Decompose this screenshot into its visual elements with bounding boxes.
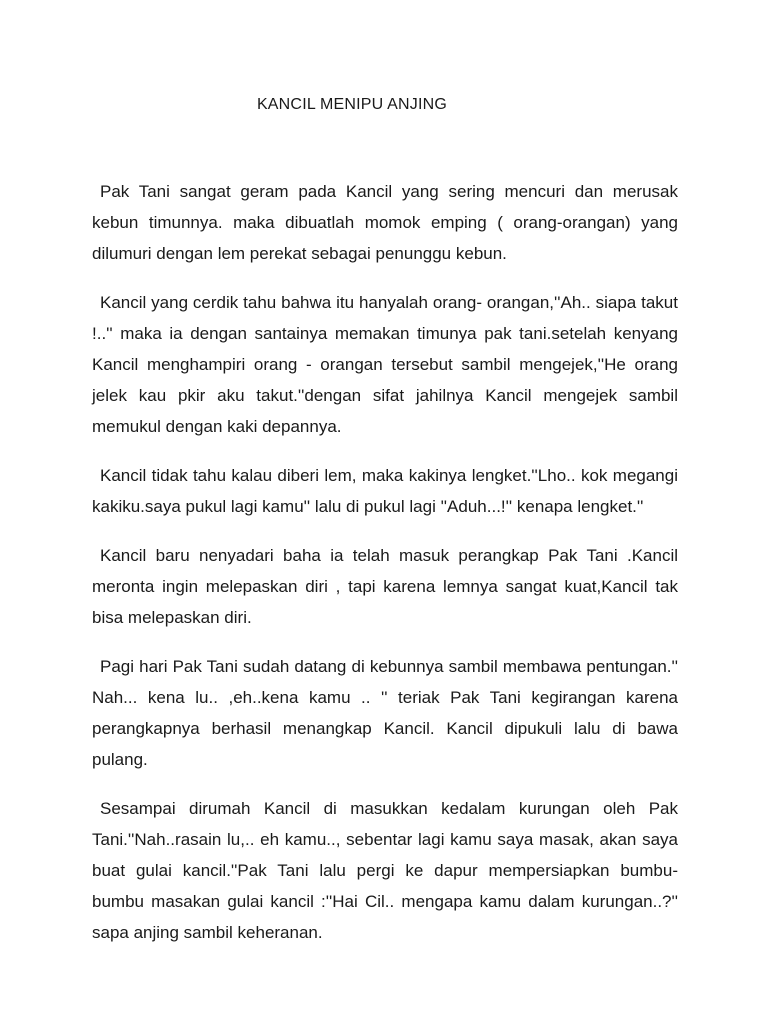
paragraph-5: Pagi hari Pak Tani sudah datang di kebunnya sambil membawa pentungan.'' Nah... kena lu.. ,eh..kena kamu .. '' teriak Pak Tani kegirangan karena perangkapnya berhasil menangkap Kancil. Kancil dipukuli lalu di bawa pulang.	[92, 657, 678, 769]
paragraph-1: Pak Tani sangat geram pada Kancil yang sering mencuri dan merusak kebun timunnya. maka dibuatlah momok emping ( orang-orangan) yang dilumuri dengan lem perekat sebagai penunggu kebun.	[92, 182, 678, 263]
paragraph-2: Kancil yang cerdik tahu bahwa itu hanyalah orang- orangan,''Ah.. siapa takut !..'' maka ia dengan santainya memakan timunya pak tani.setelah kenyang Kancil menghampiri orang - orangan tersebut sambil mengejek,''He orang jelek kau pkir aku takut.''dengan sifat jahilnya Kancil mengejek sambil memukul dengan kaki depannya.	[92, 293, 678, 436]
paragraph-6: Sesampai dirumah Kancil di masukkan kedalam kurungan oleh Pak Tani.''Nah..rasain lu,.. eh kamu.., sebentar lagi kamu saya masak, akan saya buat gulai kancil.''Pak Tani lalu pergi ke dapur mempersiapkan bumbu- bumbu masakan gulai kancil :''Hai Cil.. mengapa kamu dalam kurungan..?'' sapa anjing sambil keheranan.	[92, 799, 678, 942]
paragraph-3: Kancil tidak tahu kalau diberi lem, maka kakinya lengket.''Lho.. kok megangi kakiku.saya pukul lagi kamu'' lalu di pukul lagi ''Aduh...!'' kenapa lengket.''	[92, 466, 678, 516]
document-body	[92, 176, 678, 966]
document-title: KANCIL MENIPU ANJING	[256, 96, 448, 113]
paragraph-4: Kancil baru nenyadari baha ia telah masuk perangkap Pak Tani .Kancil meronta ingin melepaskan diri , tapi karena lemnya sangat kuat,Kancil tak bisa melepaskan diri.	[92, 546, 678, 627]
